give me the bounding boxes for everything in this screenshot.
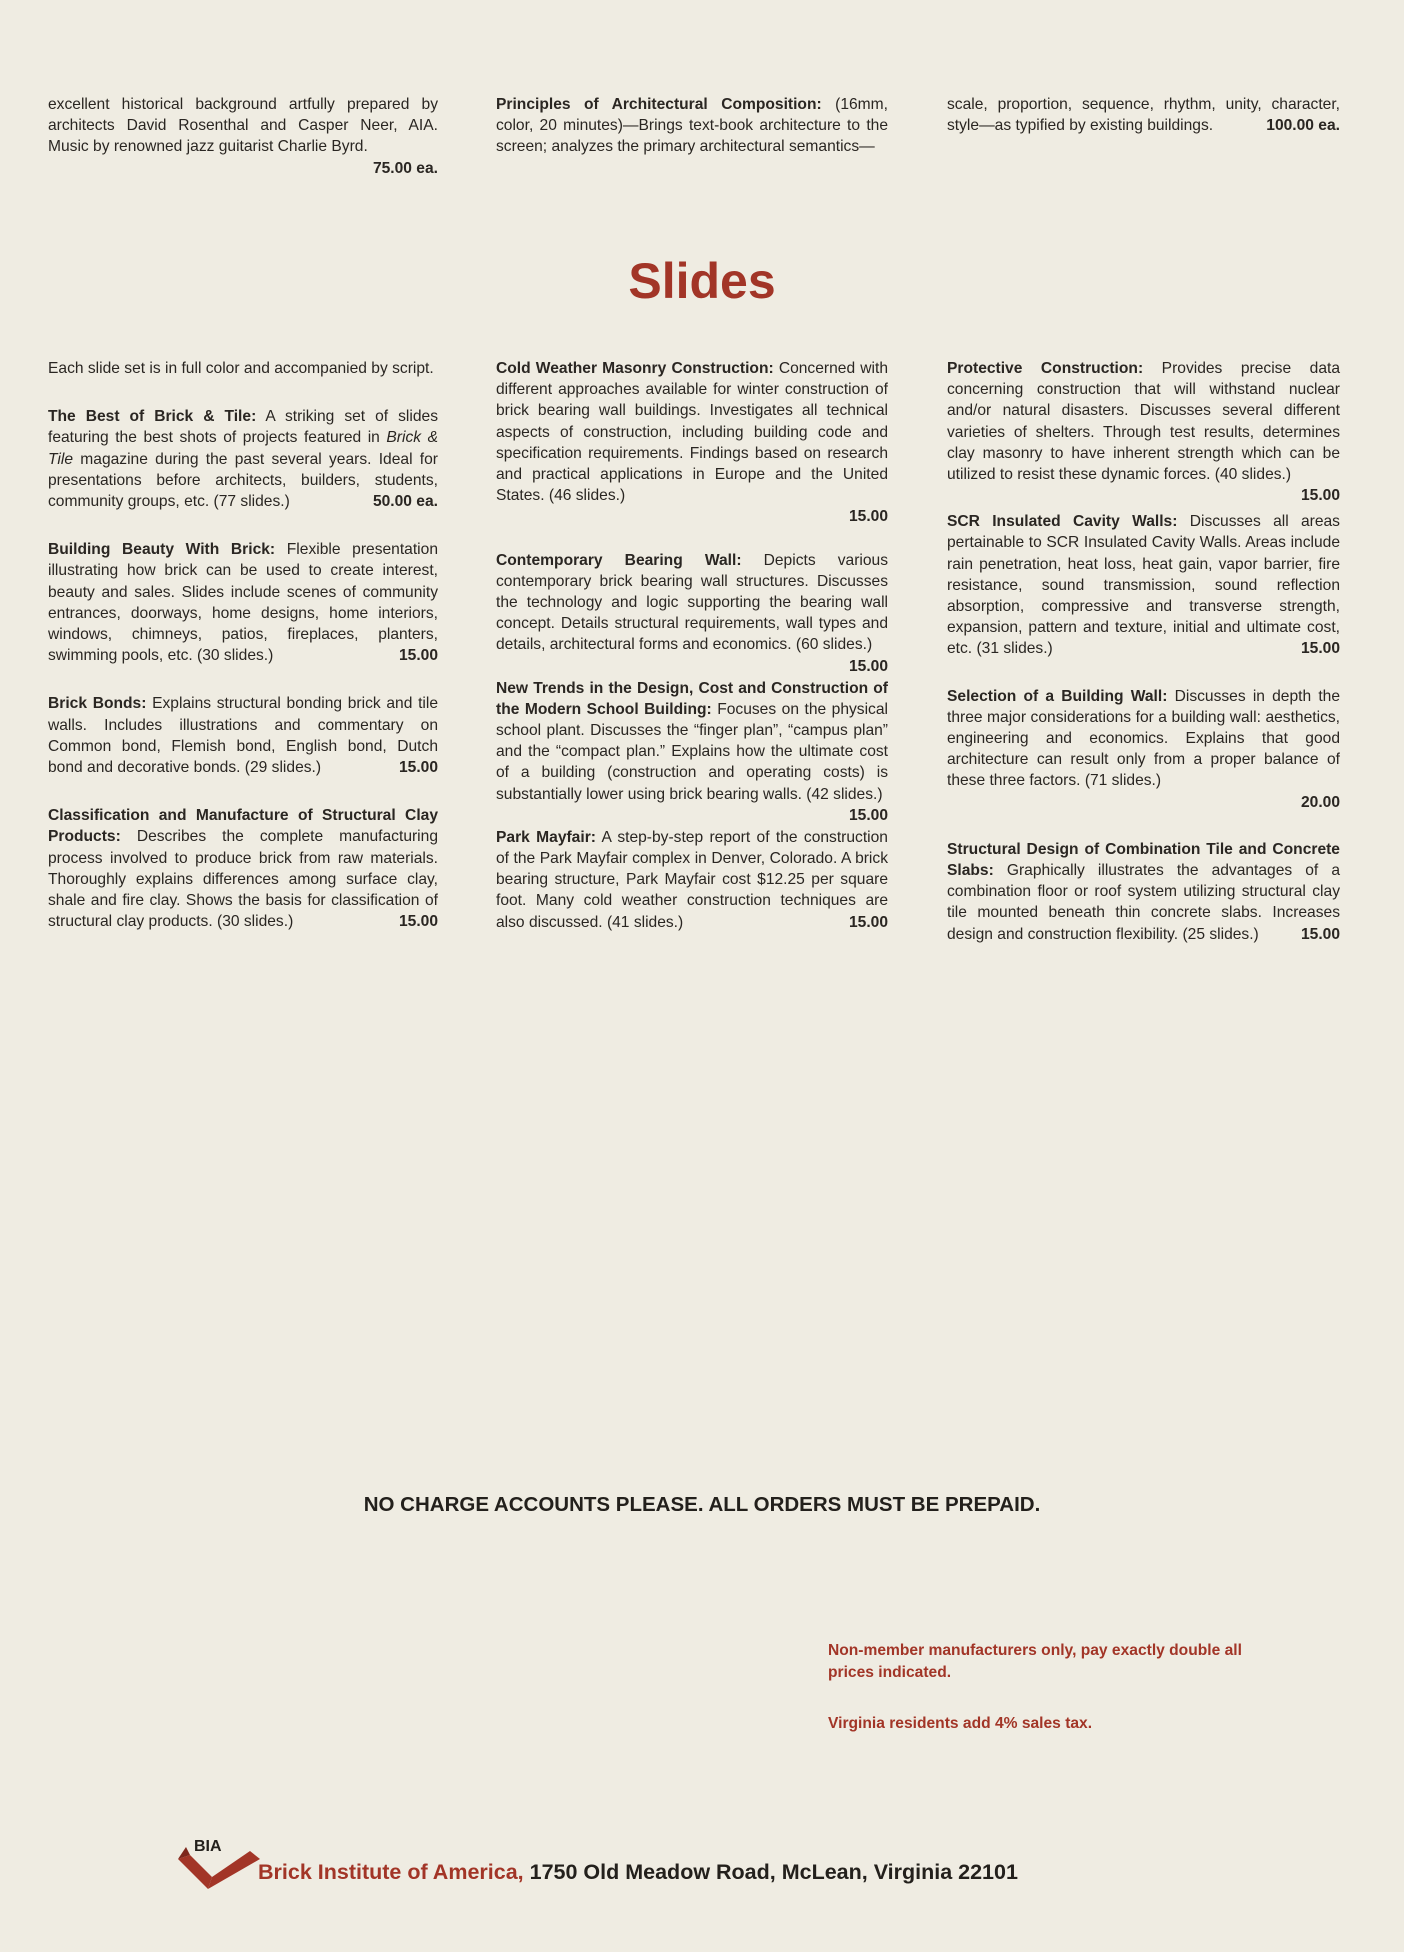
entry-text: A step-by-step report of the construction of the Park Mayfair complex in Denver, Colorado. A brick bearing structure, Park Mayfair cost $12.25 per square foot. Many cold weather construction techniques are also discussed. (41 slides.) xyxy=(496,828,888,931)
entry-title: Selection of a Building Wall: xyxy=(947,687,1168,705)
slide-entry xyxy=(48,406,438,512)
entry-title: SCR Insulated Cavity Walls: xyxy=(947,513,1178,531)
price: 50.00 ea. xyxy=(372,493,438,511)
slide-entry xyxy=(496,827,888,933)
entry-title: Building Beauty With Brick: xyxy=(48,541,276,559)
slide-entry xyxy=(496,358,888,528)
top-col3-entry xyxy=(947,94,1340,136)
organization-name: Brick Institute of America, xyxy=(258,1860,524,1884)
top-col3-paragraph xyxy=(947,94,1340,136)
entry-text: Depicts various contemporary brick bearing wall structures. Discusses the technology and logic supporting the bearing wall concept. Details structural requirements, wall types and details, architectural forms and economics. (60 slides.) xyxy=(496,551,888,654)
entry-title: Park Mayfair: xyxy=(496,828,596,846)
entry-title: Protective Construction: xyxy=(947,360,1144,377)
price: 15.00 xyxy=(398,647,438,665)
price: 15.00 xyxy=(848,508,888,526)
entry-title: Structural Design of Combination Tile and Concrete Slabs: xyxy=(947,840,1340,880)
entry-text: Describes the complete manufacturing process involved to produce brick from raw materials. Thoroughly explains differences among surface clay, shale and fire clay. Shows the basis for classification of structural clay products. (30 slides.) xyxy=(48,828,438,931)
sales-tax-note: Virginia residents add 4% sales tax. xyxy=(828,1715,1093,1732)
price: 15.00 xyxy=(1300,487,1340,505)
price: 100.00 ea. xyxy=(1266,117,1340,135)
slides-column-1 xyxy=(48,358,438,932)
organization-address: 1750 Old Meadow Road, McLean, Virginia 22101 xyxy=(529,1860,1018,1884)
prepaid-notice: NO CHARGE ACCOUNTS PLEASE. ALL ORDERS MUST BE PREPAID. xyxy=(363,1493,1041,1516)
entry-text: excellent historical background artfully prepared by architects David Rosenthal and Casper Neer, AIA. Music by renowned jazz guitarist Charlie Byrd. xyxy=(48,96,438,156)
slide-entry xyxy=(947,686,1340,813)
slide-entry xyxy=(496,550,888,675)
entry-title: Contemporary Bearing Wall: xyxy=(496,551,742,569)
price: 75.00 ea. xyxy=(372,159,438,177)
price: 15.00 xyxy=(848,806,888,824)
slide-entry xyxy=(947,511,1340,659)
slides-column-2 xyxy=(496,358,888,933)
price: 15.00 xyxy=(848,657,888,675)
entry-title: Brick Bonds: xyxy=(48,695,147,713)
entry-title: Principles of Architectural Composition: xyxy=(496,96,822,113)
entry-title: Classification and Manufacture of Structural Clay Products: xyxy=(48,807,438,846)
slide-entry xyxy=(496,678,888,824)
slide-entry xyxy=(48,693,438,778)
footer-address xyxy=(258,1860,1018,1885)
slide-entry xyxy=(947,358,1340,505)
slide-entry xyxy=(947,839,1340,945)
entry-text: Flexible presentation illustrating how brick can be used to create interest, beauty and sales. Slides include scenes of community entrances, doorways, home designs, home interiors, windows, chimneys, patios, fireplaces, planters, swimming pools, etc. (30 slides.) xyxy=(48,541,438,665)
price: 15.00 xyxy=(1300,925,1340,943)
slides-column-3 xyxy=(947,358,1340,945)
entry-text: Explains structural bonding brick and tile walls. Includes illustrations and commentary on Common bond, Flemish bond, English bond, Dutch bond and decorative bonds. (29 slides.) xyxy=(48,695,438,777)
entry-title: The Best of Brick & Tile: xyxy=(48,408,257,426)
intro-text: Each slide set is in full color and accompanied by script. xyxy=(48,360,434,377)
top-col1-entry xyxy=(48,94,438,179)
entry-text: Graphically illustrates the advantages of a combination floor or roof system utilizing structural clay tile mounted beneath thin concrete slabs. Increases design and construction flexibility. (25 slides.) xyxy=(947,862,1340,943)
entry-text: Concerned with different approaches available for winter construction of brick bearing wall buildings. Investigates all technical aspects of construction, including building code and specification requirements. Findings based on research and practical applications in Europe and the United States. (46 slides.) xyxy=(496,360,888,505)
entry-text: Provides precise data concerning construction that will withstand nuclear and/or natural disasters. Discusses several different varieties of shelters. Through test results, determines clay masonry to have inherent strength which can be utilized to resist these dynamic forces. (40 slides.) xyxy=(947,360,1340,484)
top-col2-paragraph xyxy=(496,94,888,158)
slide-entry xyxy=(48,805,438,932)
top-col1-paragraph xyxy=(48,94,438,177)
top-col2-entry xyxy=(496,94,888,158)
bia-logo-icon xyxy=(178,1837,260,1897)
price: 15.00 xyxy=(398,913,438,931)
entry-title: Cold Weather Masonry Construction: xyxy=(496,360,774,377)
slide-entry xyxy=(48,539,438,666)
entry-text: Discusses all areas pertainable to SCR Insulated Cavity Walls. Areas include rain penetration, heat loss, heat gain, vapor barrier, fire resistance, sound transmission, sound reflection absorption, compressive and transverse strength, expansion, pattern and texture, initial and ultimate cost, etc. (31 slides.) xyxy=(947,513,1340,658)
logo-text: BIA xyxy=(194,1838,222,1855)
price: 15.00 xyxy=(848,913,888,931)
entry-title: New Trends in the Design, Cost and Construction of the Modern School Building: xyxy=(496,679,888,718)
price: 15.00 xyxy=(398,759,438,777)
entry-text: magazine during the past several years. Ideal for presentations before architects, builders, students, community groups, etc. (77 slides.) xyxy=(48,450,439,511)
entry-text: Focuses on the physical school plant. Discusses the “finger plan”, “campus plan” and the “compact plan.” Explains how the ultimate cost of a building (construction and operating costs) is substantially lower using brick bearing walls. (42 slides.) xyxy=(496,700,888,803)
entry-text: A striking set of slides featuring the best shots of projects featured in xyxy=(48,408,438,447)
entry-text: scale, proportion, sequence, rhythm, unity, character, style—as typified by existing buildings. xyxy=(947,96,1340,135)
entry-italic-text: Brick & Tile xyxy=(48,429,438,468)
price: 20.00 xyxy=(1300,793,1340,811)
non-member-note: Non-member manufacturers only, pay exactly double all prices indicated. xyxy=(828,1642,1242,1681)
section-heading: Slides xyxy=(628,253,776,309)
price: 15.00 xyxy=(1300,640,1340,658)
entry-text: (16mm, color, 20 minutes)—Brings text-book architecture to the screen; analyzes the primary architectural semantics— xyxy=(496,96,888,156)
entry-text: Discusses in depth the three major considerations for a building wall: aesthetics, engineering and economics. Explains that good architecture can result only from a proper balance of these three factors. (71 slides.) xyxy=(947,687,1340,790)
